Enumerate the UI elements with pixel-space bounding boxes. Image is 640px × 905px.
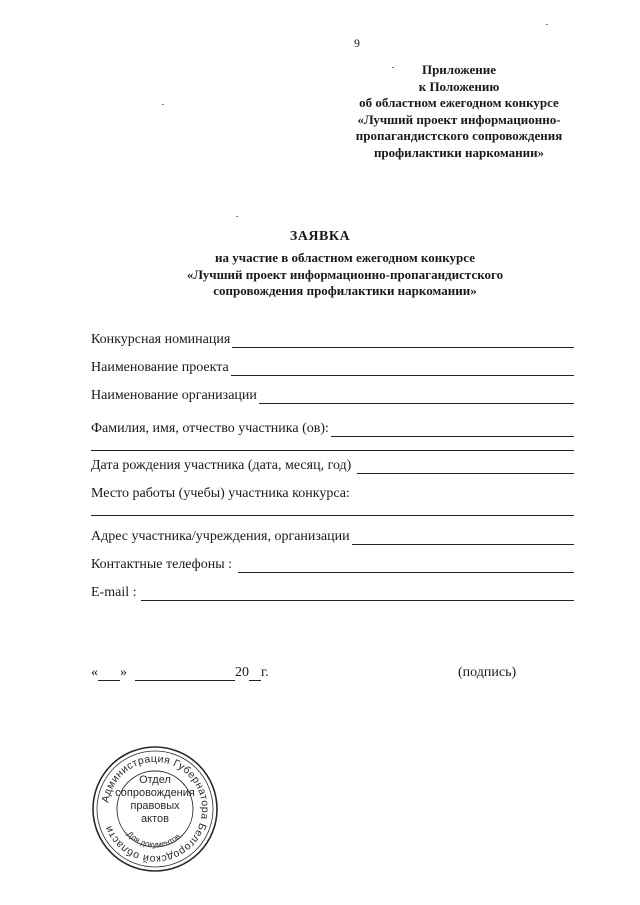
month-blank[interactable] xyxy=(135,668,235,681)
year-prefix: 20 xyxy=(235,665,249,680)
phones-input-line[interactable] xyxy=(238,559,574,573)
participant-names-field[interactable] xyxy=(91,421,574,437)
work-place-label: Место работы (учебы) участника конкурса: xyxy=(91,486,350,501)
work-place-input-line[interactable] xyxy=(91,515,574,516)
appendix-line: профилактики наркомании» xyxy=(373,144,545,160)
birth-date-field[interactable] xyxy=(91,458,574,474)
stamp-ring-text: Администрация Губернатора Белгородской области xyxy=(99,752,212,866)
svg-text:Для документов xyxy=(125,830,182,850)
stamp-center-text xyxy=(90,774,220,826)
phones-field[interactable] xyxy=(91,557,574,573)
organization-name-input-line[interactable] xyxy=(259,390,574,404)
official-stamp xyxy=(90,744,220,874)
nomination-input-line[interactable] xyxy=(232,334,574,348)
nomination-label: Конкурсная номинация xyxy=(91,332,231,347)
year-blank[interactable] xyxy=(249,668,261,681)
organization-name-field[interactable] xyxy=(91,388,574,404)
nomination-field[interactable] xyxy=(91,332,574,348)
participant-names-label: Фамилия, имя, отчество участника (ов): xyxy=(91,421,329,436)
address-label: Адрес участника/учреждения, организации xyxy=(91,529,350,544)
day-blank[interactable] xyxy=(98,668,120,681)
date-open-quote: « xyxy=(91,665,98,680)
project-name-label: Наименование проекта xyxy=(91,360,229,375)
scan-speck xyxy=(162,104,164,105)
appendix-line: Приложение xyxy=(421,62,497,77)
birth-date-label: Дата рождения участника (дата, месяц, год) xyxy=(91,458,352,473)
appendix-line: об областном ежегодном конкурсе xyxy=(359,95,559,110)
form-title: ЗАЯВКА xyxy=(289,229,351,244)
birth-date-input-line[interactable] xyxy=(357,460,574,474)
appendix-line: «Лучший проект информационно- xyxy=(357,111,561,127)
email-field[interactable] xyxy=(91,585,574,601)
scan-speck xyxy=(546,24,548,25)
stamp-bottom-text: Для документов xyxy=(125,829,182,850)
stamp-line: Отдел xyxy=(139,774,171,786)
date-close-quote: » xyxy=(120,665,127,680)
form-subtitle xyxy=(100,250,590,300)
participant-names-extra-line[interactable] xyxy=(91,450,574,451)
appendix-line: к Положению xyxy=(418,78,500,94)
scan-speck xyxy=(236,216,238,217)
email-input-line[interactable] xyxy=(141,587,575,601)
subtitle-line: сопровождения профилактики наркомании» xyxy=(213,283,477,298)
address-field[interactable] xyxy=(91,529,574,545)
stamp-line: сопровождения xyxy=(115,787,195,799)
page-number: 9 xyxy=(354,36,360,50)
scan-speck xyxy=(392,67,394,68)
email-label: E-mail : xyxy=(91,585,137,600)
address-input-line[interactable] xyxy=(352,531,574,545)
project-name-input-line[interactable] xyxy=(231,362,574,376)
date-row xyxy=(91,665,269,681)
subtitle-line: «Лучший проект информационно-пропагандистского xyxy=(186,266,504,282)
stamp-line: актов xyxy=(141,813,169,825)
year-suffix: г. xyxy=(261,665,269,680)
signature-label: (подпись) xyxy=(458,665,517,680)
subtitle-line: на участие в областном ежегодном конкурсе xyxy=(215,250,475,265)
appendix-line: пропагандистского сопровождения xyxy=(355,128,563,143)
participant-names-input-line[interactable] xyxy=(331,423,574,437)
appendix-header xyxy=(318,62,600,161)
project-name-field[interactable] xyxy=(91,360,574,376)
phones-label: Контактные телефоны : xyxy=(91,557,233,572)
organization-name-label: Наименование организации xyxy=(91,388,257,403)
stamp-line: правовых xyxy=(130,800,180,812)
